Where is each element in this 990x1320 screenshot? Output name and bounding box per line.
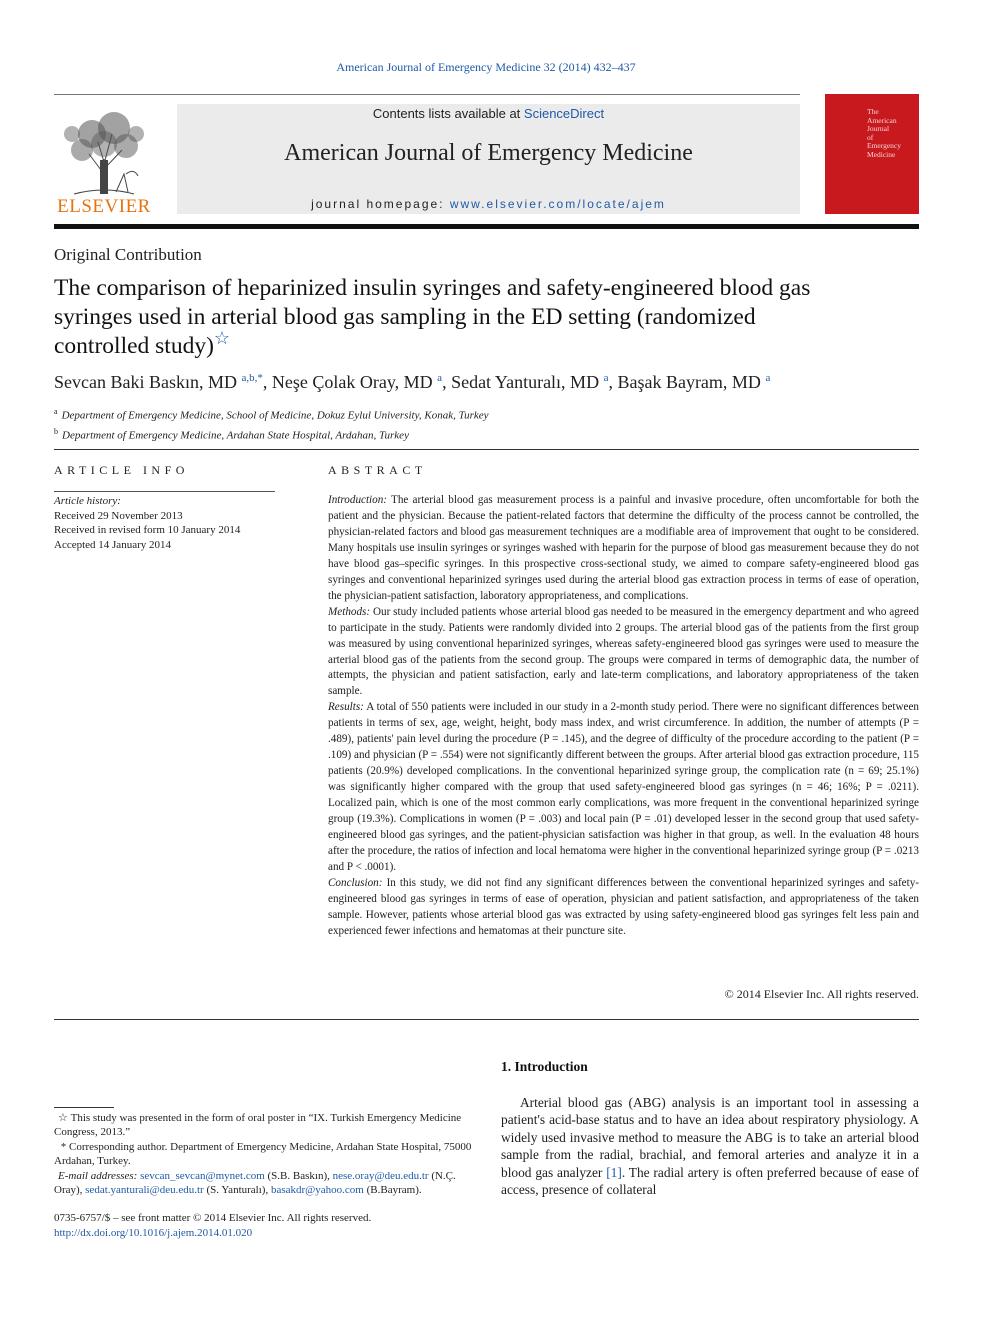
footnote-star-icon: ☆: [58, 1112, 71, 1124]
asterisk-icon: *: [58, 1140, 69, 1153]
abstract-introduction: [328, 493, 919, 605]
affiliation-text: Department of Emergency Medicine, School of Medicine, Dokuz Eylul University, Konak, Turkey: [61, 409, 489, 422]
article-info-divider: [54, 491, 275, 492]
email-owner: (N.Ç. Oray): [54, 1169, 456, 1197]
abstract-section-text: In this study, we did not find any significant differences between the conventional heparinized syringes and safety-engineered blood gas syringes in terms of ease of operation, physician and patient satisfaction, and appropriateness of the taken sample. However, patients whose arterial blood gas was extracted by using safety-engineered blood gas syringes felt less pain and experienced fewer infections and hematomas at their puncture site.: [328, 876, 919, 937]
affiliation-mark: b: [54, 426, 58, 436]
history-received: Received 29 November 2013: [54, 509, 183, 522]
author-affiliation-marks[interactable]: a: [437, 372, 443, 384]
header-divider: [54, 94, 800, 95]
abstract-bottom-divider: [54, 1019, 919, 1020]
publisher-wordmark: ELSEVIER: [57, 196, 151, 217]
cover-line: Emergency Medicine: [867, 141, 902, 159]
abstract-heading: ABSTRACT: [328, 463, 427, 477]
journal-masthead: [177, 104, 800, 214]
journal-homepage-link[interactable]: www.elsevier.com/locate/ajem: [449, 197, 666, 211]
abstract-section-text: A total of 550 patients were included in our study in a 2-month study period. There were no significant differences between patients in terms of sex, age, weight, height, body mass index, and wrist circumference. In addition, the number of attempts (P = .489), patients' pain level during the procedure (P = .145), and the degree of difficulty of the procedure according to the patient (P = .109) and physician (P = .554) were not significantly different between the groups. After arterial blood gas extraction procedure, 115 patients (20.9%) developed complications. In the conventional heparinized syringe group, the complication rate (n = 69; 25.1%) was significantly higher compared with the group that used safety-engineered blood gas syringes (n = 46; 16%; P = .0211). Localized pain, which is one of the most common early complications, was more frequent in the conventional heparinized syringe group (19.3%). Complications in women (P = .003) and local pain (P = .01) developed lesser in the second group that used safety-engineered blood gas syringes, and the patient-physician satisfaction was higher in that group, as well. In the evaluation 48 hours after the procedure, the ratios of infection and local hematoma were higher in the conventional heparinized syringe group (P = .0213 and P < .0001).: [328, 701, 919, 873]
author-list: Sevcan Baki Baskın, MD $^{a,b,*}$, Neşe Çolak Oray, MD $^a$, Sedat Yanturalı, MD $^a$, Başak Bayram, MD $^a$: [54, 372, 771, 392]
author-name[interactable]: Sedat Yanturalı, MD: [451, 372, 600, 392]
abstract-conclusion: [328, 876, 919, 940]
article-history: [54, 494, 240, 552]
email-label: E-mail addresses:: [58, 1169, 138, 1182]
header-thick-divider: [54, 224, 919, 229]
cover-line: of: [867, 132, 874, 142]
homepage-line: [177, 197, 800, 211]
introduction-paragraph: [501, 1094, 919, 1198]
abstract-section-text: Our study included patients whose arterial blood gas needed to be measured in the emergency department and who agreed to participate in the study. Patients were randomly divided into 2 groups. The arterial blood gas of the patients from the first group was measured by using conventional heparinized syringes, whereas safety-engineered blood gas syringes were used to measure the arterial blood gas of the patients from the second group. The groups were compared in terms of demographic data, the number of attempts, the physician and patient satisfaction, early and late-term complications, and laboratory appropriateness of the taken sample.: [328, 605, 919, 698]
abstract-section-text: The arterial blood gas measurement process is a painful and invasive procedure, often uncomfortable for both the patient and the physician. Because the patient-related factors that determine the difficulty of the process cannot be controlled, the physician-related factors and blood gas measurement techniques are a modifiable area of improvement that ought to be considered. Many hospitals use insulin syringes or syringes washed with heparin for the purpose of blood gas measurement because they do not have blood gas–specific syringes. In this prospective cross-sectional study, we aimed to compare safety-engineered blood gas syringes and conventional heparinized syringes used during the arterial blood gas extraction process in terms of ease of operation, the physician-patient satisfaction, laboratory appropriateness, and complications.: [328, 494, 919, 602]
abstract-section-label: Methods:: [328, 605, 371, 618]
author-name[interactable]: Sevcan Baki Baskın, MD: [54, 372, 237, 392]
article-info-heading: ARTICLE INFO: [54, 463, 189, 477]
email-owner: (B.Bayram).: [366, 1184, 422, 1197]
introduction-text: Arterial blood gas (ABG) analysis is an important tool in assessing a patient's acid-base status and to have an idea about respiratory physiology. A widely used invasive method to measure the ABG is to take an arterial blood sample from the radial, brachial, and femoral arteries and analyze it in a blood gas analyzer: [501, 1095, 919, 1180]
journal-cover-thumbnail[interactable]: [825, 94, 919, 214]
info-top-divider: [54, 449, 919, 450]
author-name[interactable]: Başak Bayram, MD: [617, 372, 761, 392]
abstract-section-label: Introduction:: [328, 494, 387, 506]
sciencedirect-link[interactable]: ScienceDirect: [523, 106, 605, 121]
doi-link[interactable]: http://dx.doi.org/10.1016/j.ajem.2014.01.020: [54, 1227, 253, 1239]
affiliation-item: [54, 404, 854, 424]
affiliation-mark: a: [54, 407, 58, 416]
issn-line: 0735-6757/$ – see front matter © 2014 Elsevier Inc. All rights reserved.: [54, 1212, 372, 1224]
corresponding-text: Corresponding author. Department of Emergency Medicine, Ardahan State Hospital, 75000 Ardahan, Turkey.: [54, 1140, 472, 1168]
introduction-text: . The radial artery is often preferred because of ease of access, presence of collateral: [501, 1164, 919, 1198]
email-link[interactable]: sedat.yanturali@deu.edu.tr: [85, 1184, 204, 1197]
author-affiliation-marks[interactable]: a: [603, 372, 609, 384]
abstract-methods: [328, 605, 919, 701]
footnote-divider: [54, 1107, 114, 1108]
article-title: [54, 274, 854, 361]
affiliation-text: Department of Emergency Medicine, Ardahan State Hospital, Ardahan, Turkey: [62, 429, 409, 442]
article-title-text: The comparison of heparinized insulin syringes and safety-engineered blood gas syringes used in arterial blood gas sampling in the ED setting (randomized controlled study): [54, 275, 811, 359]
footnote-corresponding: [54, 1140, 474, 1169]
front-matter: [54, 1211, 474, 1241]
email-owner: (S.B. Baskın): [267, 1169, 328, 1182]
affiliations: [54, 404, 854, 443]
abstract-body: [328, 493, 919, 940]
abstract-results: [328, 700, 919, 875]
email-link[interactable]: sevcan_sevcan@mynet.com: [140, 1169, 265, 1182]
footnote-star: [54, 1111, 474, 1140]
homepage-prefix: journal homepage:: [311, 197, 450, 211]
abstract-section-label: Results:: [328, 701, 364, 714]
cover-line: American Journal: [867, 115, 897, 133]
abstract-copyright: © 2014 Elsevier Inc. All rights reserved.: [724, 987, 919, 1001]
title-footnote-star-icon[interactable]: ☆: [213, 328, 231, 349]
email-link[interactable]: nese.oray@deu.edu.tr: [332, 1169, 429, 1182]
reference-link[interactable]: [1]: [606, 1164, 622, 1180]
contents-prefix: Contents lists available at: [372, 106, 524, 121]
author-affiliation-marks[interactable]: a: [765, 372, 771, 384]
footnote-emails: E-mail addresses: sevcan_sevcan@mynet.com (S.B. Baskın), nese.oray@deu.edu.tr (N.Ç. Oray), sedat.yanturali@deu.edu.tr (S. Yanturalı), basakdr@yahoo.com (B.Bayram).: [54, 1169, 456, 1197]
author-affiliation-marks[interactable]: a,b,*: [241, 372, 263, 384]
journal-citation-link[interactable]: American Journal of Emergency Medicine 32 (2014) 432–437: [336, 60, 636, 74]
cover-line: The: [867, 107, 879, 116]
cover-title: [867, 108, 917, 159]
abstract-section-label: Conclusion:: [328, 876, 383, 889]
contents-line: [177, 106, 800, 121]
introduction-body: [501, 1094, 919, 1198]
email-owner: (S. Yanturalı): [206, 1184, 266, 1197]
history-revised: Received in revised form 10 January 2014: [54, 524, 241, 536]
history-accepted: Accepted 14 January 2014: [54, 538, 171, 551]
email-link[interactable]: basakdr@yahoo.com: [270, 1184, 364, 1197]
affiliation-item: [54, 424, 854, 444]
footnote-star-text: This study was presented in the form of oral poster in “IX. Turkish Emergency Medicine Congress, 2013.”: [54, 1112, 462, 1139]
journal-title: American Journal of Emergency Medicine: [284, 140, 693, 166]
introduction-heading: 1. Introduction: [501, 1059, 588, 1074]
author-name[interactable]: Neşe Çolak Oray, MD: [271, 372, 433, 392]
history-label: Article history:: [54, 495, 121, 507]
article-section-label: Original Contribution: [54, 245, 202, 264]
footnotes: [54, 1111, 474, 1197]
